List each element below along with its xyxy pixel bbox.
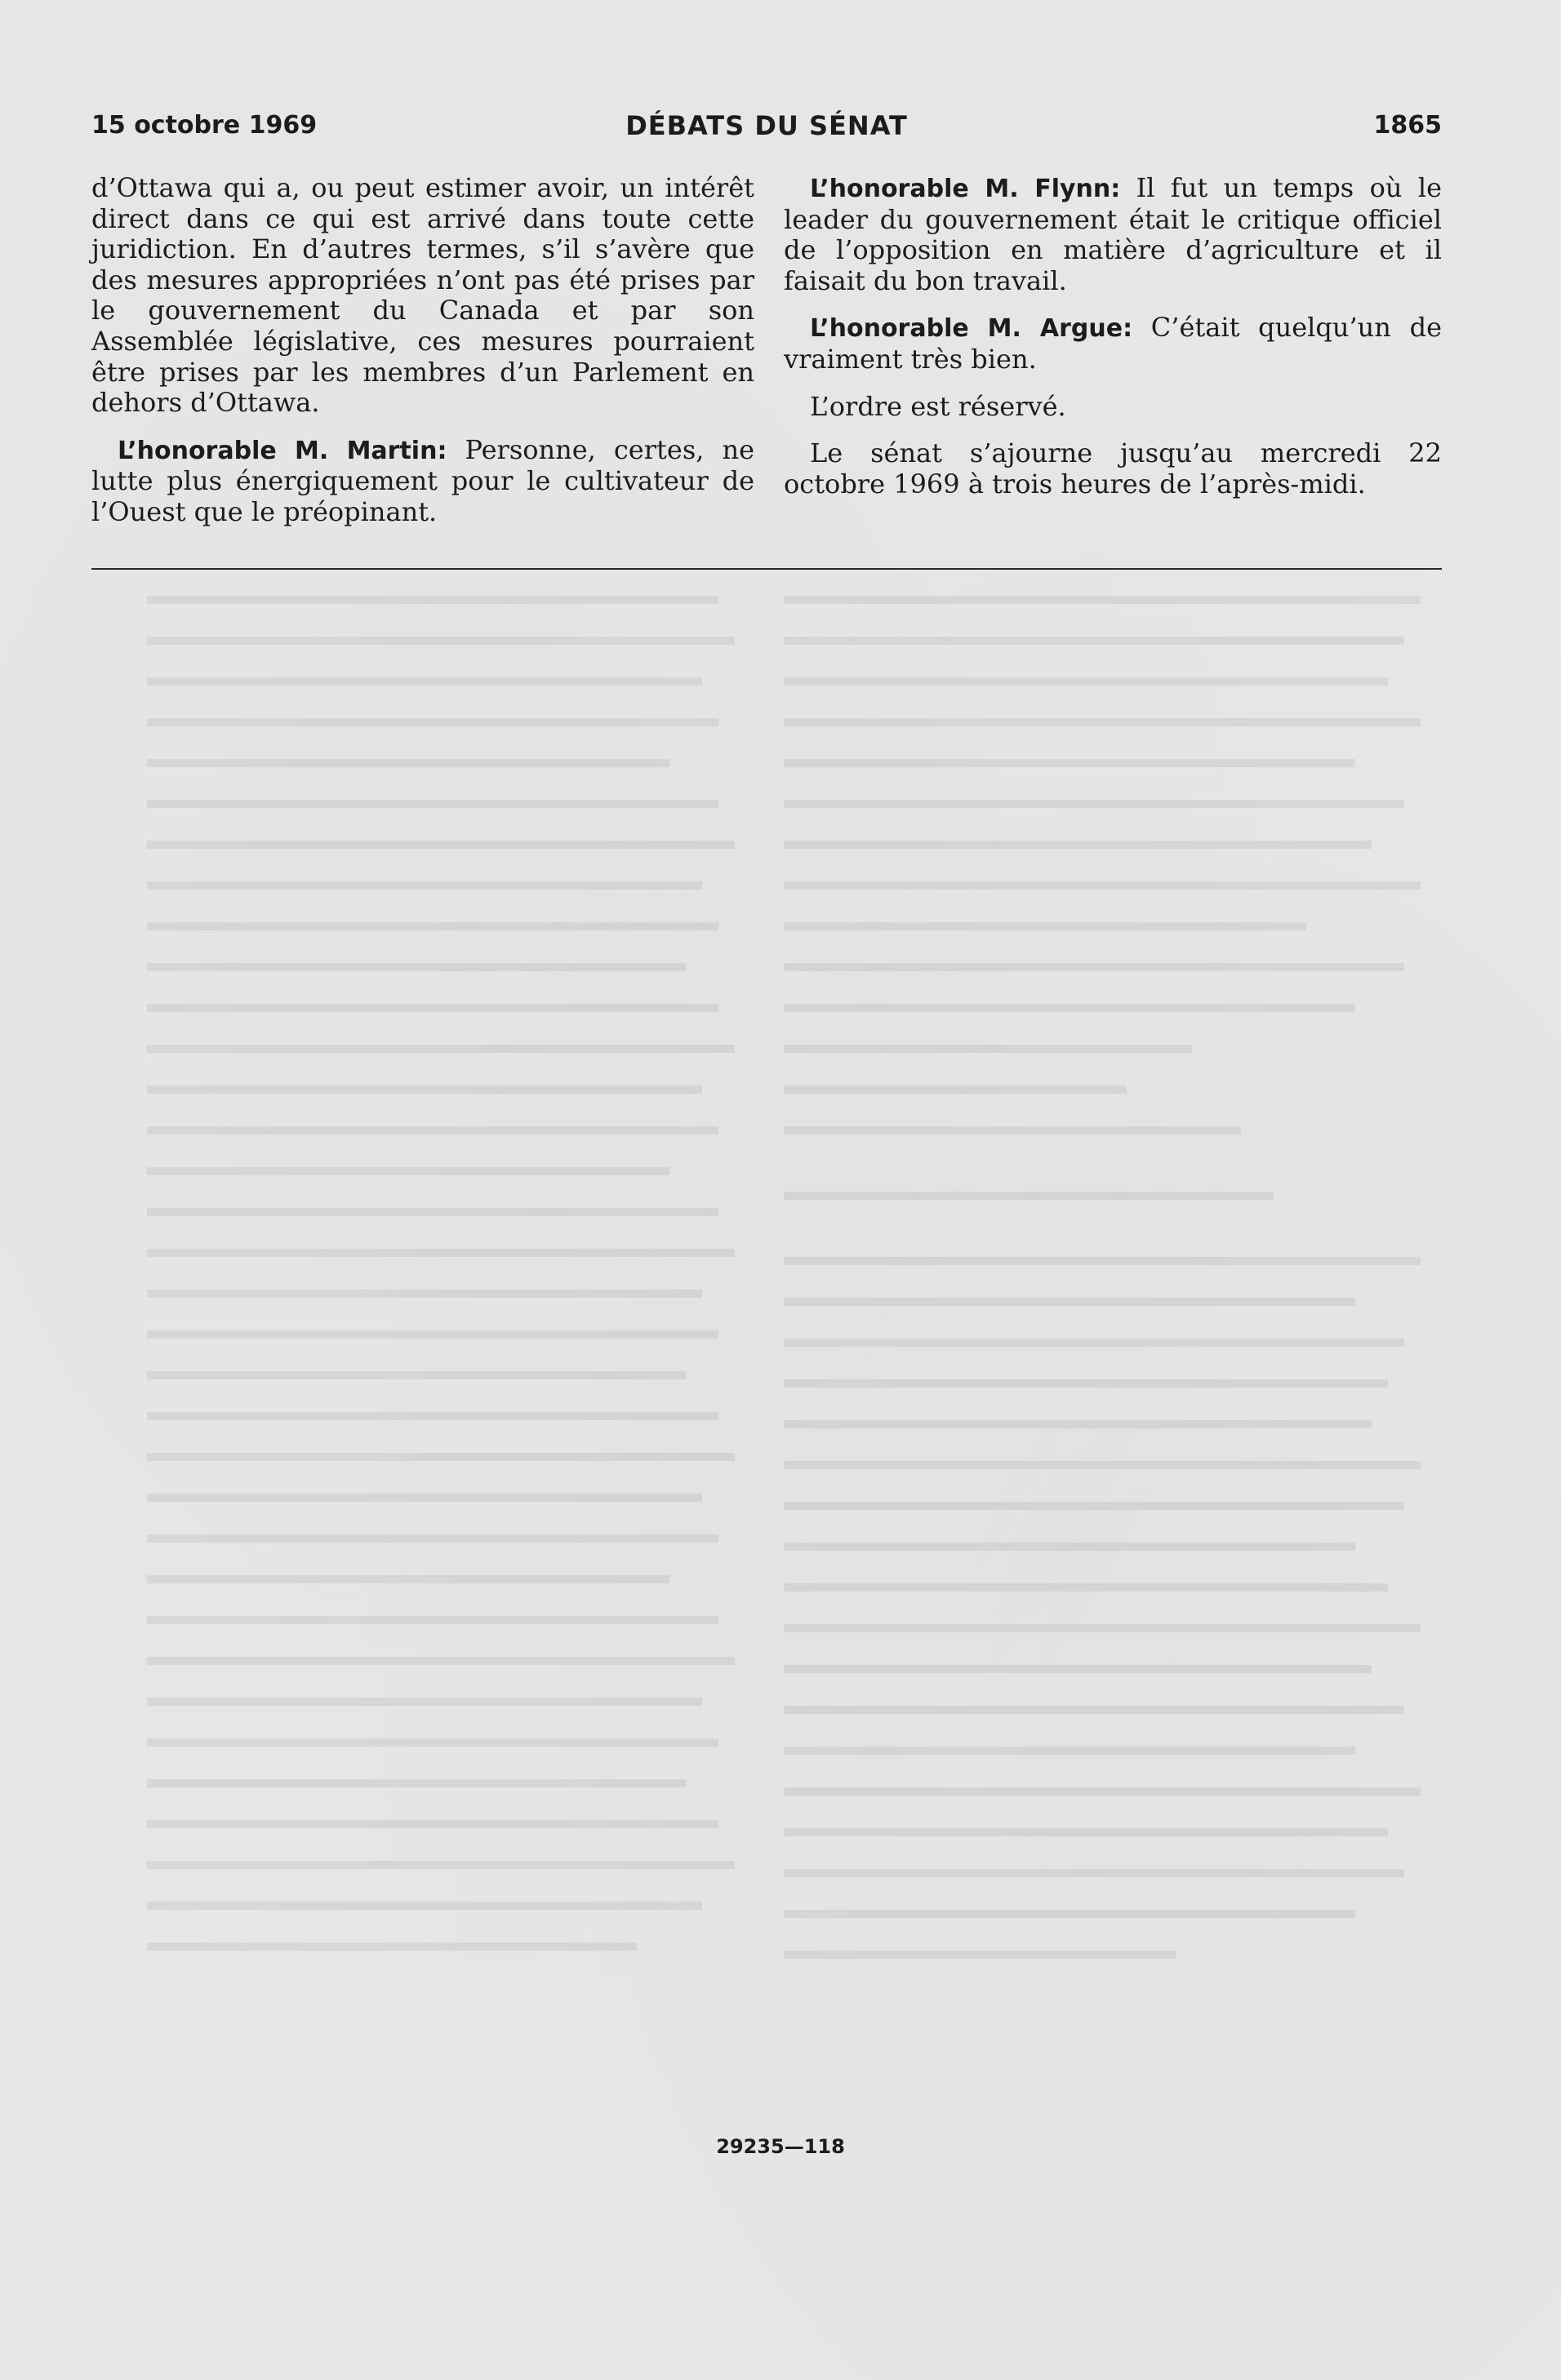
speech-paragraph xyxy=(91,435,754,528)
left-column xyxy=(91,173,754,528)
speaker-name: L’honorable M. Argue: xyxy=(810,314,1133,344)
speech-paragraph xyxy=(784,173,1442,296)
paragraph xyxy=(784,438,1442,500)
page-number: 1865 xyxy=(1373,111,1442,140)
text-columns xyxy=(91,173,1442,563)
speech-text: C’était quelqu’un de vraiment très bien. xyxy=(784,312,1442,375)
paragraph-text: d’Ottawa qui a, ou peut estimer avoir, un intérêt direct dans ce qui est arrivé dans toute cette juridiction. En d’autres termes, s’il s’avère que des mesures appropriées n’ont pas été prises par le gouvernement du Canada et par son Assemblée législative, ces mesures pourraient être prises par les membres d’un Parlement en dehors d’Ottawa. xyxy=(91,172,754,419)
speaker-name: L’honorable M. Flynn: xyxy=(810,175,1121,203)
end-rule xyxy=(91,568,1442,570)
paragraph xyxy=(784,392,1442,423)
paragraph-text: Le sénat s’ajourne jusqu’au mercredi 22 octobre 1969 à trois heures de l’après-midi. xyxy=(784,437,1442,500)
bleed-through-texture xyxy=(0,571,1561,2122)
paragraph-text: L’ordre est réservé. xyxy=(810,390,1066,422)
speech-text: Personne, certes, ne lutte plus énergiquement pour le cultivateur de l’Ouest que le préopinant. xyxy=(91,433,755,527)
paragraph xyxy=(91,173,754,419)
publication-title: DÉBATS DU SÉNAT xyxy=(625,110,908,141)
running-header xyxy=(91,108,1442,144)
speaker-name: L’honorable M. Martin: xyxy=(118,436,447,465)
speech-paragraph xyxy=(784,313,1442,375)
speech-text: Il fut un temps où le leader du gouvernement était le critique officiel de l’opposition en matière d’agriculture et il faisait du bon travail. xyxy=(784,172,1443,296)
print-code: 29235—118 xyxy=(716,2135,845,2158)
header-date: 15 octobre 1969 xyxy=(91,111,318,140)
right-column xyxy=(784,173,1442,500)
